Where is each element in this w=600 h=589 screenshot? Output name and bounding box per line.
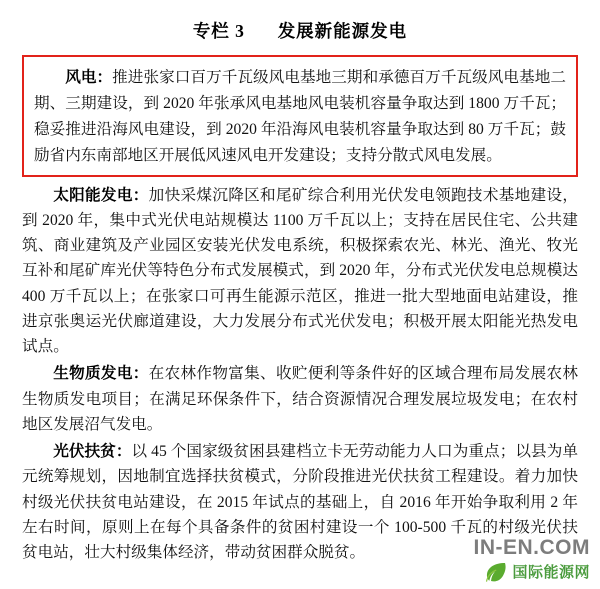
watermark-chinese-text: 国际能源网 [512,563,590,581]
page-title [22,18,578,43]
paragraph-body-solar: 加快采煤沉降区和尾矿综合利用光伏发电领跑技术基地建设，到 2020 年，集中式光伏电站规模达 1100 万千瓦以上；支持在居民住宅、公共建筑、商业建筑及产业园区安装光伏发电系统，积极探索农光、林光、渔光、牧光互补和尾矿库光伏等特色分布式发展模式，到 2020 年，分布式光伏发电总规模达 400 万千瓦以上；在张家口可再生能源示范区，推进一批大型地面电站建设，推进京张奥运光伏廊道建设，大力发展分布式光伏发电；积极开展太阳能光热发电试点。 [22,186,578,355]
paragraph-lead-biomass: 生物质发电： [53,365,149,383]
paragraph-body-pv-poverty: 以 45 个国家级贫困县建档立卡无劳动能力人口为重点；以县为单元统筹规划，因地制宜选择扶贫模式，分阶段推进光伏扶贫工程建设。着力加快村级光伏扶贫电站建设，在 2015 年试点的基础上，自 2016 年开始争取利用 2 年左右时间，原则上在每个具备条件的贫困村建设一个 100-500 千瓦的村级光伏扶贫电站，壮大村级集体经济，带动贫困群众脱贫。 [22,443,578,561]
paragraph-body-biomass: 在农林作物富集、收贮便利等条件好的区域合理布局发展农林生物质发电项目；在满足环保条件下，结合资源情况合理发展垃圾发电；在农村地区发展沼气发电。 [22,365,578,433]
page-title-label: 专栏 3 [192,21,245,41]
watermark-english-text: IN-EN.COM [473,536,590,559]
body-sections [22,183,578,566]
page-title-text: 发展新能源发电 [277,21,408,41]
paragraph-solar-power [22,183,578,360]
watermark-chinese-row [484,561,590,583]
paragraph-lead-solar: 太阳能发电： [53,186,149,204]
paragraph-lead-pv-poverty: 光伏扶贫： [53,443,132,460]
paragraph-body-wind: 推进张家口百万千瓦级风电基地三期和承德百万千瓦级风电基地二期、三期建设，到 2020 年张承风电基地风电装机容量争取达到 1800 万千瓦；稳妥推进沿海风电建设，到 2020 年沿海风电装机容量争取达到 80 万千瓦；鼓励省内东南部地区开展低风速风电开发建设；支持分散式风电发展。 [34,69,566,164]
paragraph-lead-wind: 风电： [65,69,113,86]
highlighted-section [22,55,578,177]
paragraph-biomass-power [22,361,578,437]
watermark [474,537,591,583]
leaf-icon [484,561,508,583]
paragraph-wind-power [34,65,566,169]
watermark-english-row [474,537,591,558]
